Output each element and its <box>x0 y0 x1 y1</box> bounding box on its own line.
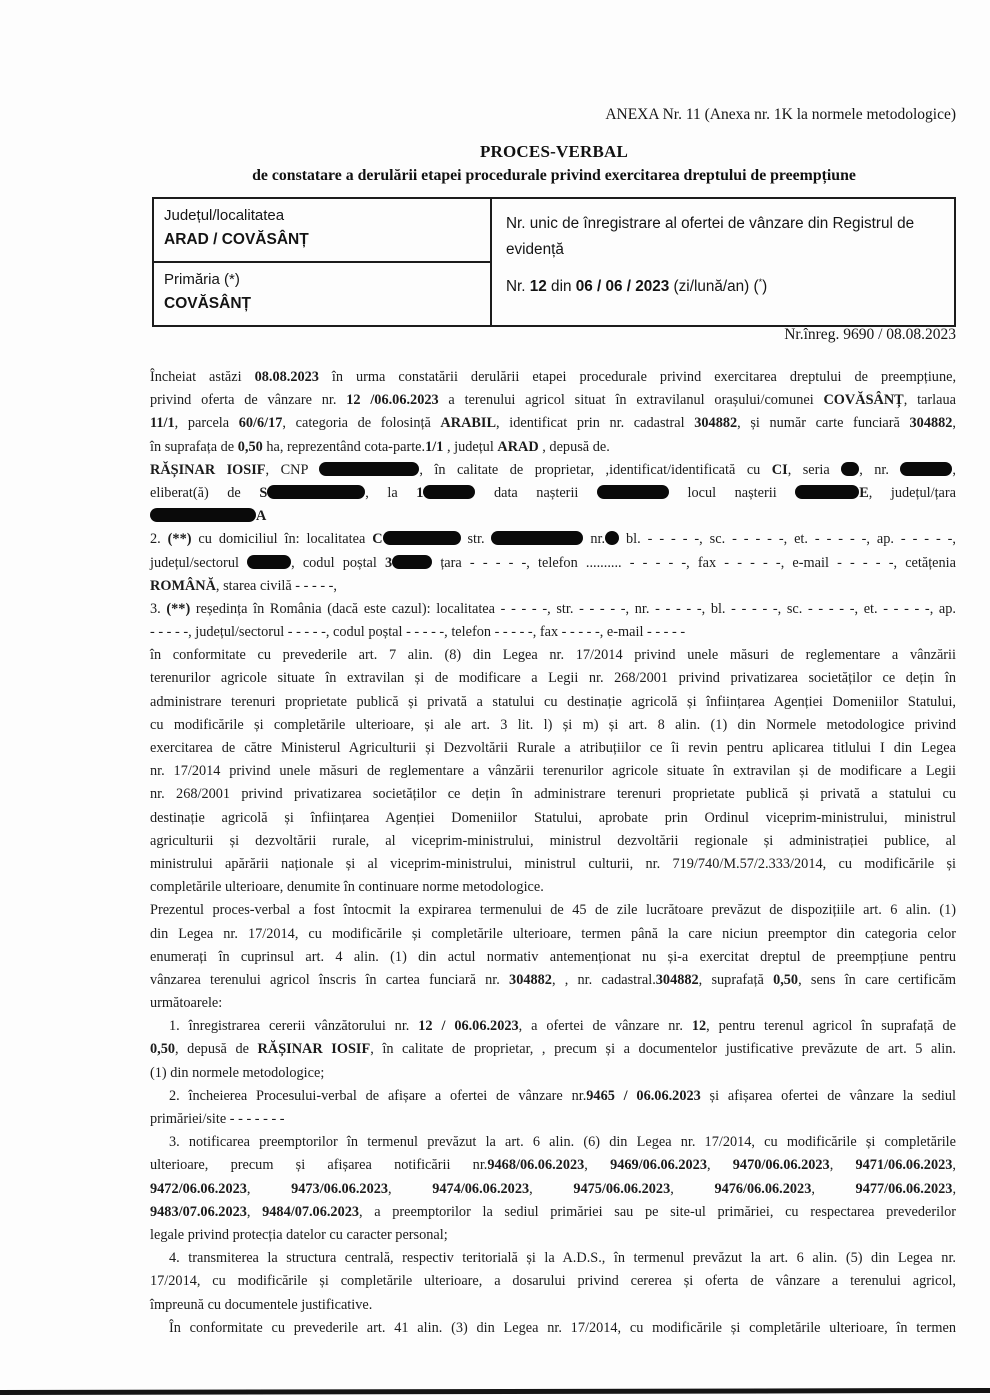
text-run: din Legea nr. 17/2014, cu modificările și completările ulterioare, termen până la care niciun preemptor din categoria celor <box>150 925 956 942</box>
text-run: , seria <box>787 461 842 478</box>
bold-text-run: 9483/07.06.2023 <box>150 1203 247 1220</box>
text-run: ha, reprezentând cota-parte. <box>262 438 426 455</box>
text-run: , <box>952 1180 957 1197</box>
redaction-bar <box>795 485 859 499</box>
text-line <box>169 1317 956 1340</box>
text-line <box>150 760 956 783</box>
redaction-bar <box>491 531 583 545</box>
bold-text-run: 60/6/17 <box>238 415 283 432</box>
redaction-bar <box>605 531 619 545</box>
text-run: nr. <box>583 531 606 548</box>
bold-text-run: 9477/06.06.2023 <box>855 1180 953 1197</box>
text-run: enumerați în cuprinsul art. 4 alin. (1) din actul normativ antemenționat nu și-a exercitat dreptul de preempțiune pentru <box>150 948 956 965</box>
bold-text-run: 9471/06.06.2023 <box>855 1157 953 1174</box>
text-run: , <box>952 461 956 478</box>
text-line <box>150 853 956 876</box>
text-line <box>150 436 956 459</box>
text-run: 1. înregistrarea cererii vânzătorului nr. <box>169 1018 419 1035</box>
bold-text-run: 9470/06.06.2023 <box>732 1157 830 1174</box>
text-line <box>150 1294 956 1317</box>
bold-text-run: 0,50 <box>237 438 263 455</box>
text-run: țara - - - - -, telefon .......... - - - - -, fax - - - - -, e-mail - - - - -, cetățenia <box>432 554 956 571</box>
bold-text-run: 0,50 <box>150 1041 176 1058</box>
text-run: , pentru terenul agricol în suprafață de <box>706 1018 956 1035</box>
reg-number-line <box>506 269 940 300</box>
text-run: / <box>208 231 222 248</box>
scan-artifact-line <box>0 1388 990 1395</box>
text-run: , <box>811 1180 856 1197</box>
text-run: administrare terenuri proprietate publică și privată a statului cu destinație agricolă și înființarea Agenției Domeniilor Statului, <box>150 693 956 710</box>
bold-text-run: RĂȘINAR IOSIF <box>150 461 266 478</box>
primaria-value: COVĂSÂNȚ <box>164 295 251 312</box>
bold-text-run: ARAD <box>164 231 209 248</box>
text-run: locul nașterii <box>668 484 796 501</box>
text-line <box>150 807 956 830</box>
cell-judet <box>153 198 491 262</box>
text-line <box>150 714 956 737</box>
text-line <box>150 667 956 690</box>
text-run: , <box>706 1157 733 1174</box>
bold-text-run: 9469/06.06.2023 <box>610 1157 707 1174</box>
text-run: * <box>758 277 763 287</box>
text-line <box>150 830 956 853</box>
text-run: nr. 268/2001 privind privatizarea societăților ce dețin în administrare terenuri proprietate publică și privată a statului cu <box>150 786 956 803</box>
bold-text-run: 304882 <box>509 971 552 988</box>
redaction-bar <box>597 485 669 499</box>
text-run: reședința în România (dacă este cazul): localitatea - - - - -, str. - - - - -, nr. - - - - -, bl. - - - - -, sc. - - - - -, et. - - - - -, ap. <box>190 600 956 617</box>
text-run: în suprafața de <box>150 438 238 455</box>
text-line <box>150 482 956 505</box>
text-run: vânzarea terenului agricol înscris în cartea funciară nr. <box>150 971 510 988</box>
text-run: cu domiciliul în: localitatea <box>191 531 373 548</box>
redaction-bar <box>423 485 475 499</box>
text-run: terenurilor agricole situate în extravilan și de modificare a Legii nr. 268/2001 privind privatizarea societăților ce dețin în <box>150 670 956 687</box>
text-run: , , nr. cadastral. <box>551 971 656 988</box>
text-line <box>169 1131 956 1154</box>
bold-text-run: COVĂSÂNȚ <box>823 392 904 409</box>
bold-text-run: 304882 <box>909 415 953 432</box>
bold-text-run: 1/1 <box>425 438 444 455</box>
redaction-bar <box>150 508 256 522</box>
text-run: , tarlaua <box>903 392 956 409</box>
cell-registration <box>491 198 955 326</box>
bold-text-run: S <box>259 484 268 501</box>
redaction-bar <box>900 462 952 476</box>
text-line <box>150 1108 956 1131</box>
text-line <box>150 691 956 714</box>
text-run: , nr. <box>859 461 901 478</box>
text-run: , a preemptorilor la sediul primăriei sau pe site-ul primăriei, cu respectarea prevederilor <box>359 1203 956 1220</box>
text-run: din <box>546 278 576 296</box>
text-run: împreună cu documentele justificative. <box>150 1296 373 1313</box>
bold-text-run: 9473/06.06.2023 <box>291 1180 389 1197</box>
text-line <box>150 1038 956 1061</box>
text-run: 17/2014, cu modificările și completările ulterioare, a dosarului privind cererea și oferta de vânzare a terenului agricol, <box>150 1273 956 1290</box>
text-run: , depusă de. <box>538 438 610 455</box>
bold-text-run: ARAD <box>497 438 539 455</box>
bold-text-run: 08.08.2023 <box>254 369 319 385</box>
text-line <box>150 969 956 992</box>
text-run: , în calitate de proprietar, ,identificat/identificată cu <box>419 461 772 478</box>
text-run: și afișarea ofertei de vânzare la sediul <box>700 1087 956 1104</box>
bold-text-run: 9468/06.06.2023 <box>487 1157 585 1174</box>
text-run: , <box>529 1180 574 1197</box>
bold-text-run: 3 <box>385 554 393 571</box>
bold-text-run: 11/1 <box>150 415 175 432</box>
bold-text-run: (**) <box>167 531 192 548</box>
text-line <box>150 737 956 760</box>
text-run: în urma constatării derulării etapei procedurale privind exercitarea dreptului de preempțiune, <box>318 369 957 385</box>
text-run: , <box>670 1180 715 1197</box>
document-body <box>150 366 956 1340</box>
bold-text-run: 304882 <box>655 971 699 988</box>
text-run: județul/sectorul <box>150 554 248 571</box>
text-run: primăriei/site - - - - - - - <box>150 1111 285 1127</box>
text-line <box>150 528 956 551</box>
bold-text-run: 9465 / 06.06.2023 <box>586 1087 701 1104</box>
text-run: , județul <box>443 438 498 455</box>
bold-text-run: 9484/07.06.2023 <box>262 1203 360 1220</box>
text-line <box>150 946 956 969</box>
bold-text-run: C <box>372 531 383 548</box>
text-run: eliberat(ă) de <box>150 484 260 501</box>
header-table <box>152 197 956 327</box>
text-run: , <box>829 1157 856 1174</box>
bold-text-run: 0,50 <box>773 971 799 988</box>
bold-text-run: 06 / 06 / 2023 <box>575 278 670 296</box>
text-line <box>150 1154 956 1177</box>
text-run: , <box>952 1157 956 1174</box>
text-run: 3. notificarea preemptorilor în termenul prevăzut la art. 6 alin. (6) din Legea nr. 17/2014, cu modificările și completările <box>169 1134 956 1151</box>
text-run: , <box>952 415 956 432</box>
bold-text-run: COVĂSÂNȚ <box>221 231 309 248</box>
text-run: , <box>584 1157 611 1174</box>
text-run: - - - - -, județul/sectorul - - - - -, codul poștal - - - - -, telefon - - - - -, fax - - - - -, e-mail - - - - - <box>150 624 686 641</box>
text-line <box>150 1201 956 1224</box>
text-run: , în calitate de proprietar, , precum și a documentelor justificative prevăzute de art. 5 alin. <box>370 1041 956 1058</box>
text-run: 4. transmiterea la structura centrală, respectiv teritorială și la A.D.S., în termenul prevăzut la art. 6 alin. (5) din Legea nr. <box>169 1250 956 1267</box>
bold-text-run: CI <box>771 461 788 478</box>
text-line <box>150 459 956 482</box>
text-line <box>150 1270 956 1293</box>
text-run: ulterioare, precum și afișarea notificării nr. <box>150 1157 488 1174</box>
cell-primaria <box>153 262 491 326</box>
text-line <box>150 899 956 922</box>
bold-text-run: 9476/06.06.2023 <box>714 1180 812 1197</box>
bold-text-run: 304882 <box>694 415 738 432</box>
text-run: legale privind protecția datelor cu caracter personal; <box>150 1226 448 1243</box>
text-line <box>150 783 956 806</box>
text-run: , a ofertei de vânzare nr. <box>518 1018 692 1035</box>
annex-note: ANEXA Nr. 11 (Anexa nr. 1K la normele metodologice) <box>605 106 956 123</box>
reg-desc-line1: Nr. unic de înregistrare al ofertei de vânzare din Registrul de <box>506 215 915 232</box>
text-run: 2. <box>150 531 168 548</box>
bold-text-run: E <box>859 484 869 501</box>
text-run: , parcela <box>174 415 239 432</box>
text-run: exercitarea de către Ministerul Agriculturii și Dezvoltării Rurale a atribuțiilor ce îi revin pentru aplicarea titlului I din Legea <box>150 740 956 756</box>
text-run: , <box>388 1180 433 1197</box>
text-run: data nașterii <box>475 484 597 501</box>
text-run: , și număr carte funciară <box>737 415 910 432</box>
redaction-bar <box>841 462 859 476</box>
text-run: următoarele: <box>150 995 223 1012</box>
text-run: Nr. <box>506 278 530 296</box>
text-line <box>169 1085 956 1108</box>
bold-text-run: 9475/06.06.2023 <box>573 1180 671 1197</box>
bold-text-run: 12 / 06.06.2023 <box>418 1018 519 1035</box>
text-run: nr. 17/2014 privind unele măsuri de reglementare a vânzării terenurilor agricole situate în extravilan și de modificare a Legii <box>150 763 956 780</box>
bold-text-run: 9472/06.06.2023 <box>150 1180 247 1197</box>
document-subtitle: de constatare a derulării etapei procedurale privind exercitarea dreptului de preempțiune <box>252 167 856 184</box>
reg-desc-line2: evidență <box>506 241 564 258</box>
bold-text-run: 9474/06.06.2023 <box>432 1180 530 1197</box>
text-run: agriculturii și dezvoltării rurale, al viceprim-ministrului, ministrul dezvoltării regionale și administrației publice, al <box>150 832 956 849</box>
registry-number: Nr.înreg. 9690 / 08.08.2023 <box>784 326 956 343</box>
text-run: , starea civilă - - - - -, <box>215 577 337 594</box>
text-line <box>150 1224 956 1247</box>
primaria-label: Primăria (*) <box>164 271 240 288</box>
bold-text-run: (**) <box>166 600 191 617</box>
text-run: (1) din normele metodologice; <box>150 1064 325 1081</box>
document-title: PROCES-VERBAL <box>479 142 629 161</box>
bold-text-run: RĂȘINAR IOSIF <box>257 1041 371 1058</box>
text-line <box>150 505 956 528</box>
text-run: , <box>246 1203 263 1220</box>
bold-text-run: ROMÂNĂ <box>150 577 216 594</box>
redaction-bar <box>267 485 365 499</box>
text-run: , județul/țara <box>868 484 957 501</box>
text-line <box>150 1178 956 1201</box>
redaction-bar <box>383 531 461 545</box>
text-run: , categoria de folosință <box>282 415 441 432</box>
text-line <box>150 1062 956 1085</box>
text-line <box>150 598 956 621</box>
text-line <box>150 923 956 946</box>
redaction-bar <box>319 462 419 476</box>
text-line <box>169 1247 956 1270</box>
bold-text-run: 12 /06.06.2023 <box>346 392 439 409</box>
bold-text-run: 12 <box>529 278 547 296</box>
text-run: , codul poștal <box>291 554 386 571</box>
text-run: (zi/lună/an) ( <box>669 278 759 296</box>
bold-text-run: 1 <box>416 484 424 501</box>
judet-value <box>164 231 480 249</box>
redaction-bar <box>392 555 432 569</box>
text-line <box>150 389 956 412</box>
text-run: Încheiat astăzi <box>150 369 255 385</box>
text-line <box>150 992 956 1015</box>
text-run: Prezentul proces-verbal a fost întocmit la expirarea termenului de 45 de zile lucrătoare prevăzut de dispozițiile art. 6 alin. (1) <box>150 902 956 919</box>
bold-text-run: A <box>256 508 267 525</box>
text-run: str. <box>460 531 492 548</box>
text-line <box>150 366 956 389</box>
bold-text-run: ARABIL <box>440 415 497 432</box>
text-run: , CNP <box>265 461 320 478</box>
text-run: , la <box>365 484 417 501</box>
text-line <box>150 621 956 644</box>
text-line <box>150 412 956 435</box>
text-run: ) <box>762 278 768 296</box>
text-run: , suprafață <box>698 971 774 988</box>
text-line <box>150 552 956 575</box>
text-run: , depusă de <box>175 1041 258 1058</box>
text-run: ministrului apărării naționale și al viceprim-ministrului, ministrul culturii, nr. 719/740/M.57/2.333/2014, cu modificările și <box>150 855 956 872</box>
judet-label: Județul/localitatea <box>164 207 285 224</box>
text-run: 2. încheierea Procesului-verbal de afișare a ofertei de vânzare nr. <box>169 1087 587 1104</box>
text-run: bl. - - - - -, sc. - - - - -, et. - - - - -, ap. - - - - -, <box>619 531 957 548</box>
text-line <box>169 1015 956 1038</box>
text-run: cu modificările și completările ulterioare, și ale art. 3 lit. l) și m) și art. 8 alin. (1) din Normele metodologice privind <box>150 716 956 733</box>
text-run: în conformitate cu prevederile art. 7 alin. (8) din Legea nr. 17/2014 privind unele măsuri de reglementare a vânzării <box>150 647 956 664</box>
text-run: , <box>246 1180 292 1197</box>
text-run: completările ulterioare, denumite în continuare norme metodologice. <box>150 879 544 896</box>
text-run: , sens în care certificăm <box>798 971 956 988</box>
text-run: 3. <box>150 600 167 617</box>
text-run: destinație agricolă și înființarea Agenției Domeniilor Statului, aprobate prin Ordinul viceprim-ministrului, ministrul <box>150 809 956 826</box>
text-run: În conformitate cu prevederile art. 41 alin. (3) din Legea nr. 17/2014, cu modificările și completările ulterioare, în termen <box>169 1319 956 1336</box>
bold-text-run: 12 <box>691 1018 707 1035</box>
text-run: , identificat prin nr. cadastral <box>496 415 695 432</box>
text-run: privind oferta de vânzare nr. <box>150 392 347 409</box>
text-run: a terenului agricol situat în extravilanul orașului/comunei <box>438 392 824 409</box>
redaction-bar <box>247 555 291 569</box>
text-line <box>150 876 956 899</box>
text-line <box>150 644 956 667</box>
text-line <box>150 575 956 598</box>
